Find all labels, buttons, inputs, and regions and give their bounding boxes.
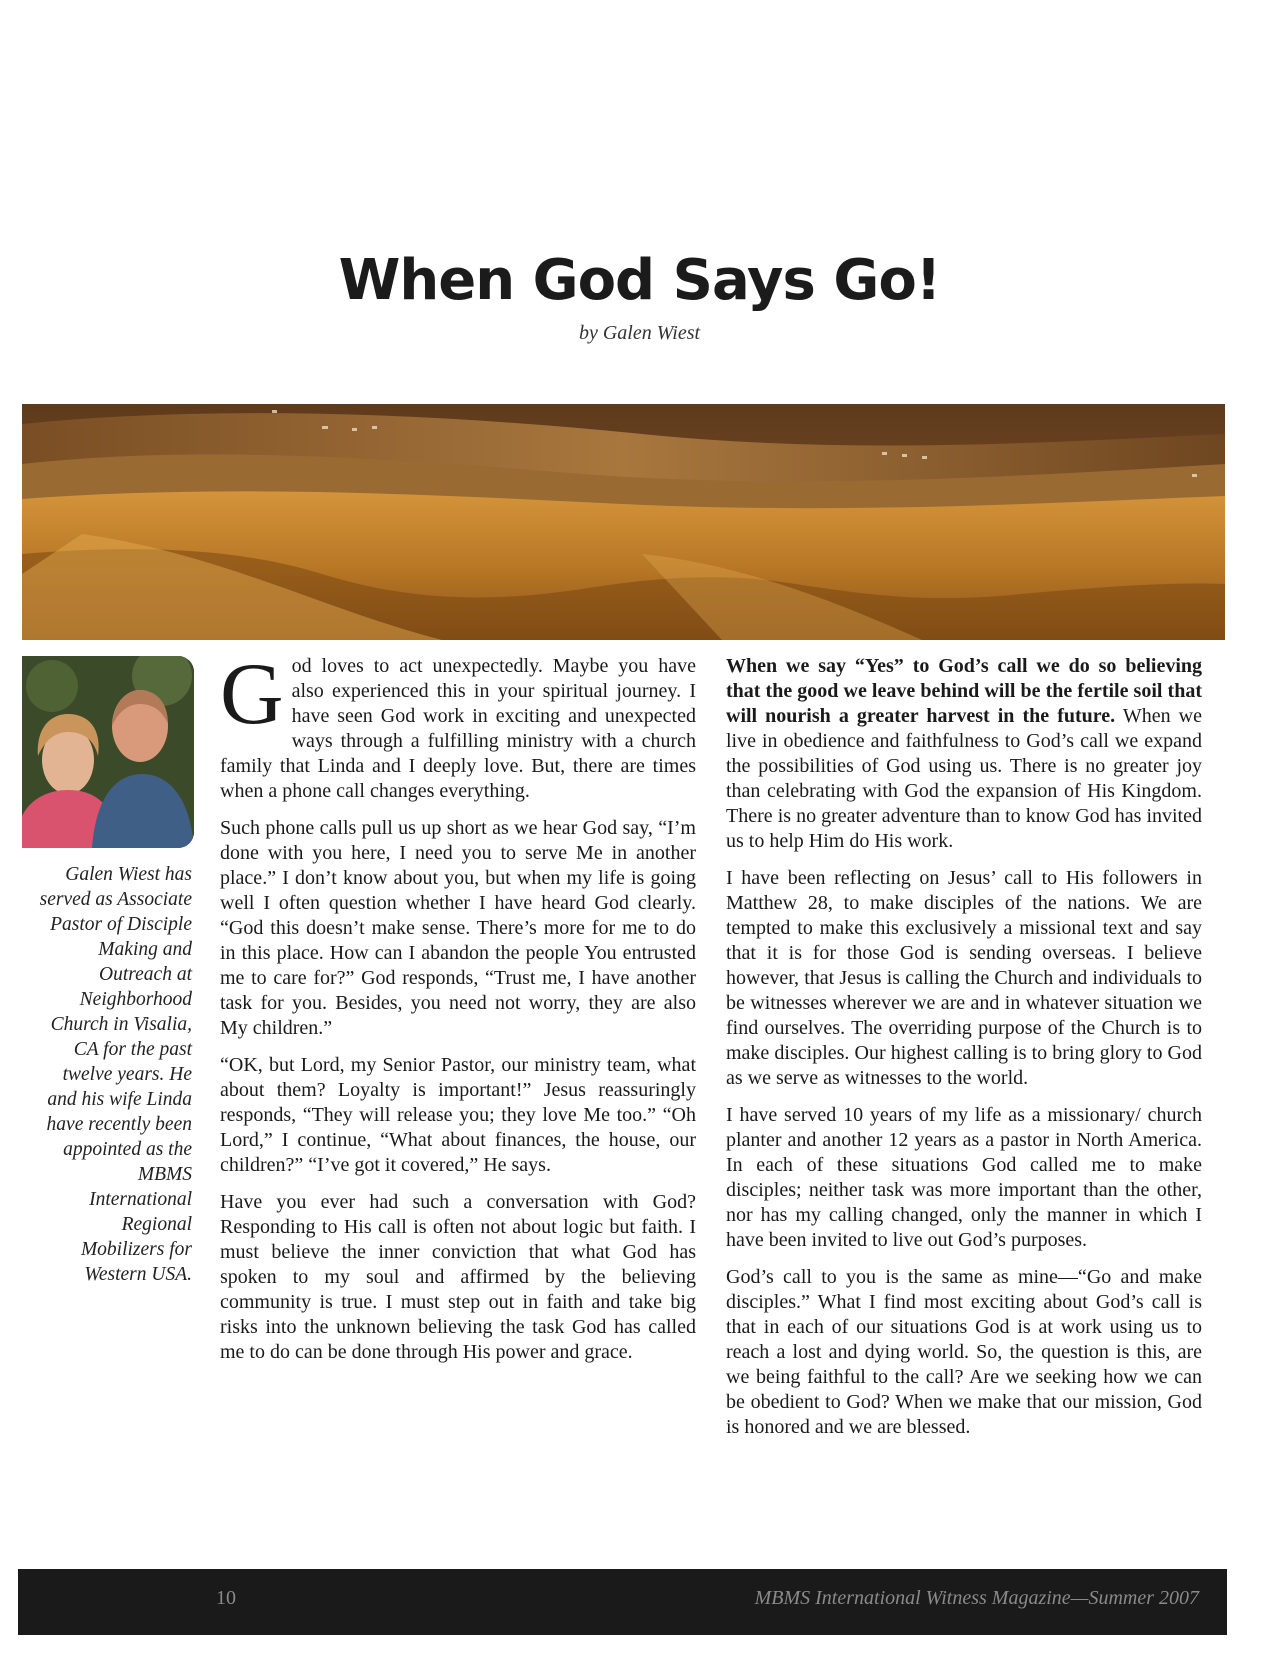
paragraph-3: “OK, but Lord, my Senior Pastor, our ministry team, what about them? Loyalty is important!” Jesus reassuringly responds, “They will release you; they love Me too.” “Oh Lord,” I continue, “What about finances, the house, our children?” “I’ve got it covered,” He says. bbox=[220, 1054, 696, 1176]
paragraph-1 bbox=[220, 646, 696, 804]
paragraph-8: God’s call to you is the same as mine—“Go and make disciples.” What I find most exciting about God’s call is that in each of our situations God is at work using us to reach a lost and dying world. So, the question is this, are we being faithful to the call? Are we seeking how we can be obedient to God? When we make that our mission, God is honored and we are blessed. bbox=[726, 1266, 1202, 1438]
paragraph-5 bbox=[726, 654, 1202, 854]
wheat-field-banner-image bbox=[22, 404, 1225, 640]
paragraph-7: I have served 10 years of my life as a missionary/ church planter and another 12 years as a pastor in North America. In each of these situations God called me to make disciples; neither task was more important than the other, nor has my calling changed, only the manner in which I have been invited to live out God’s purposes. bbox=[726, 1104, 1202, 1251]
page-number: 10 bbox=[216, 1587, 236, 1609]
paragraph-5-text: When we live in obedience and faithfulness to God’s call we expand the possibilities of God using us. There is no greater joy than celebrating with God the expansion of His Kingdom. There is no greater adventure than to know God has invited us to help Him do His work. bbox=[726, 705, 1202, 852]
article-title: When God Says Go! bbox=[338, 248, 941, 313]
paragraph-5-bold-lead: When we say “Yes” to God’s call we do so believing that the good we leave behind will be the fertile soil that will nourish a greater harvest in the future. bbox=[726, 655, 1202, 727]
paragraph-2: Such phone calls pull us up short as we hear God say, “I’m done with you here, I need you to serve Me in another place.” I don’t know about you, but when my life is going well I often question whether I have heard God clearly. “God this doesn’t make sense. There’s more for me to do in this place. How can I abandon the people You entrusted me to care for?” God responds, “Trust me, I have another task for you. Besides, you need not worry, they are also My children.” bbox=[220, 817, 696, 1039]
article-column-1 bbox=[220, 646, 696, 1377]
author-photo bbox=[22, 656, 194, 848]
author-caption: Galen Wiest has served as Associate Pastor of Disciple Making and Outreach at Neighborhood Church in Visalia, CA for the past twelve years. He and his wife Linda have recently been appointed as the MBMS International Regional Mobilizers for Western USA. bbox=[39, 864, 192, 1285]
article-byline: by Galen Wiest bbox=[578, 322, 701, 344]
paragraph-6: I have been reflecting on Jesus’ call to His followers in Matthew 28, to make disciples of the nations. We are tempted to make this exclusively a missional text and say that it is for those God is sending overseas. I believe however, that Jesus is calling the Church and individuals to be witnesses wherever we are and in whatever situation we find ourselves. The overriding purpose of the Church is to make disciples. Our highest calling is to bring glory to God as we serve as witnesses to the world. bbox=[726, 867, 1202, 1089]
paragraph-4: Have you ever had such a conversation with God? Responding to His call is often not about logic but faith. I must believe the inner conviction that what God has spoken to my soul and affirmed by the believing community is true. I must step out in faith and take big risks into the unknown believing the task God has called me to do can be done through His power and grace. bbox=[220, 1191, 696, 1363]
page-footer bbox=[18, 1569, 1227, 1635]
magazine-issue: MBMS International Witness Magazine—Summer 2007 bbox=[754, 1587, 1199, 1609]
paragraph-1-text: od loves to act unexpectedly. Maybe you have also experienced this in your spiritual journey. I have seen God work in exciting and unexpected ways through a fulfilling ministry with a church family that Linda and I deeply love. But, there are times when a phone call changes everything. bbox=[220, 655, 696, 802]
article-column-2 bbox=[726, 654, 1202, 1452]
drop-cap: G bbox=[220, 646, 284, 743]
